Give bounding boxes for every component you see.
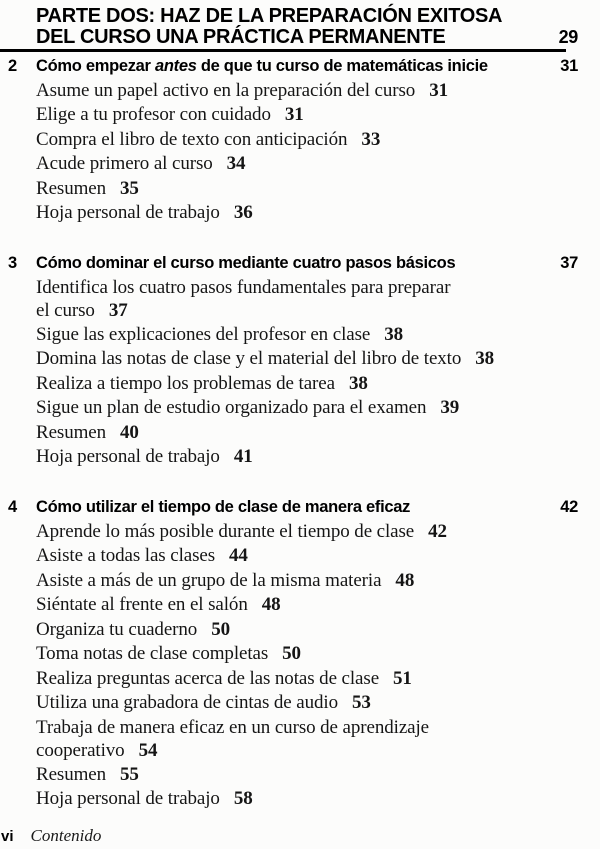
entry-page-number: 35 [120,177,139,199]
chapter-heading [8,497,578,518]
toc-entry [36,323,578,348]
chapter-heading [8,253,578,274]
chapter-number: 4 [8,497,17,516]
entry-page-number: 54 [138,740,158,762]
entry-page-number: 38 [475,348,495,370]
toc-entry [36,372,578,397]
toc-entry [36,716,578,763]
toc-entry [36,152,578,177]
entry-page-number: 38 [384,323,404,345]
toc-entry-line: Acude primero al curso 34 [36,153,246,175]
toc-entry [36,569,578,594]
toc-entry-line: Aprende lo más posible durante el tiempo de clase 42 [36,520,447,542]
toc-entry-line: Hoja personal de trabajo 36 [36,202,253,224]
entry-page-number: 34 [226,153,246,175]
chapter [8,497,578,812]
entry-page-number: 48 [395,569,415,591]
chapter-title-segment: Cómo dominar el curso mediante cuatro pasos básicos [36,253,456,272]
entry-page-number: 33 [361,128,381,150]
toc-entry-line: cooperativo 54 [36,740,158,762]
toc-entry-line: Domina las notas de clase y el material del libro de texto 38 [36,348,495,370]
toc-entry [36,642,578,667]
toc-entry [36,396,578,421]
entry-page-number: 50 [282,643,301,665]
toc-entry-line: Realiza preguntas acerca de las notas de clase 51 [36,667,412,689]
entry-page-number: 42 [428,520,447,542]
chapter-page-number: 37 [560,253,578,272]
chapter-title [36,497,560,518]
toc-entry-line: Realiza a tiempo los problemas de tarea 38 [36,372,368,394]
toc-entry [36,618,578,643]
toc-entry-line: Trabaja de manera eficaz en un curso de aprendizaje [36,716,429,738]
entry-page-number: 38 [348,372,368,394]
toc-entry [36,201,578,226]
toc-entry [36,593,578,618]
entry-page-number: 58 [233,788,253,810]
toc-entry-line: Elige a tu profesor con cuidado 31 [36,104,304,126]
part-header [36,6,578,47]
toc-entry [36,79,578,104]
toc-entry [36,445,578,470]
toc-entry [36,347,578,372]
toc-entry [36,276,578,323]
entry-page-number: 41 [233,446,253,468]
toc-entry [36,763,578,788]
toc-entry-line: Resumen 55 [36,763,139,785]
toc-entry [36,787,578,812]
entry-page-number: 36 [233,202,253,224]
toc-entry-line: Resumen 35 [36,177,139,199]
toc-entry [36,421,578,446]
toc-entry-line: Hoja personal de trabajo 41 [36,446,253,468]
toc-entry [36,667,578,692]
chapter-title-segment: de que tu curso de matemáticas inicie [196,56,488,75]
toc-entry-line: Hoja personal de trabajo 58 [36,788,253,810]
chapter-title [36,56,560,77]
entry-page-number: 40 [120,421,139,443]
toc-entry [36,544,578,569]
entry-page-number: 48 [261,594,281,616]
part-header-line2 [36,27,578,48]
entry-page-number: 39 [440,397,460,419]
toc-entry-line: el curso 37 [36,300,128,322]
toc-entry-line: Utiliza una grabadora de cintas de audio 53 [36,692,371,714]
chapter-entries [36,520,578,812]
toc-entry-line: Compra el libro de texto con anticipación 33 [36,128,381,150]
toc-entry-line: Asiste a más de un grupo de la misma materia 48 [36,569,415,591]
toc-entry-line: Identifica los cuatro pasos fundamentales para preparar [36,276,451,298]
folio-number: vi [1,828,14,845]
toc-chapters [8,56,578,812]
chapter-page-number: 31 [560,56,578,75]
entry-page-number: 37 [108,300,128,322]
chapter-entries [36,276,578,470]
toc-entry [36,128,578,153]
entry-page-number: 44 [229,545,248,567]
chapter-number: 2 [8,56,17,75]
toc-entry [36,691,578,716]
entry-page-number: 31 [429,79,448,101]
toc-entry-line: Resumen 40 [36,421,139,443]
page-footer [0,826,600,846]
chapter [8,56,578,226]
toc-entry [36,103,578,128]
toc-entry-line: Asiste a todas las clases 44 [36,545,248,567]
toc-entry-line: Toma notas de clase completas 50 [36,643,301,665]
entry-page-number: 55 [120,763,139,785]
entry-page-number: 53 [352,692,371,714]
toc-entry [36,520,578,545]
part-header-line1: PARTE DOS: HAZ DE LA PREPARACIÓN EXITOSA [36,5,503,27]
entry-page-number: 51 [393,667,412,689]
toc-entry-line: Asume un papel activo en la preparación del curso 31 [36,79,448,101]
chapter-page-number: 42 [560,497,578,516]
chapter-heading [8,56,578,77]
toc-entry [36,177,578,202]
chapter-number: 3 [8,253,17,272]
chapter-entries [36,79,578,226]
entry-page-number: 31 [284,104,304,126]
toc-entry-line: Siéntate al frente en el salón 48 [36,594,281,616]
chapter [8,253,578,470]
chapter-title-segment: Cómo utilizar el tiempo de clase de manera eficaz [36,497,411,516]
chapter-title [36,253,560,274]
toc-entry-line: Organiza tu cuaderno 50 [36,618,231,640]
toc-entry-line: Sigue las explicaciones del profesor en clase 38 [36,323,404,345]
part-page-number: 29 [558,26,578,47]
chapter-title-italic-segment: antes [154,56,197,75]
toc-entry-line: Sigue un plan de estudio organizado para el examen 39 [36,397,460,419]
entry-page-number: 50 [211,618,231,640]
footer-section-label: Contenido [30,826,102,845]
part-header-line2-text: DEL CURSO UNA PRÁCTICA PERMANENTE [36,25,446,48]
chapter-title-segment: Cómo empezar [36,56,155,75]
header-rule [0,49,566,52]
